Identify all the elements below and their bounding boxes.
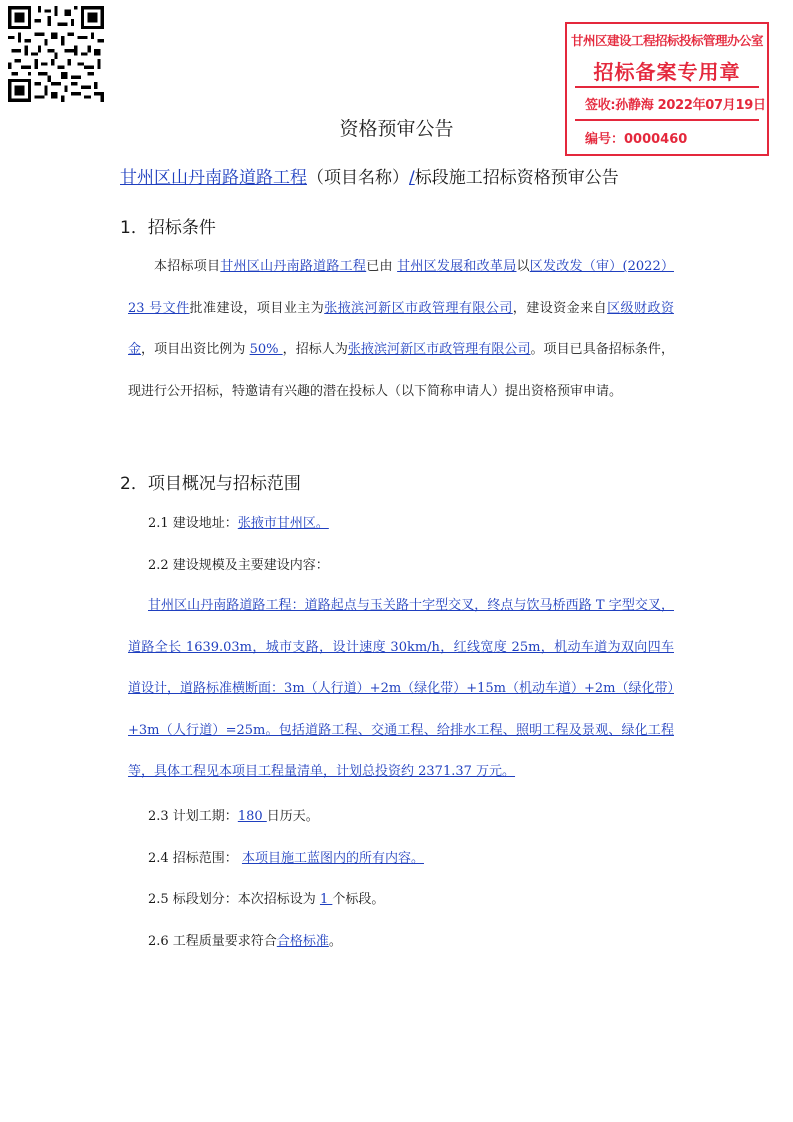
text: 已由: [366, 259, 398, 274]
notice-subtitle: [120, 163, 619, 188]
subtitle-slash: /: [409, 168, 415, 188]
text: 。: [328, 934, 342, 949]
stamp-title: 招标备案专用章: [593, 60, 741, 84]
text: 日历天。: [266, 809, 319, 824]
filled-value: 甘州区山丹南路道路工程: [220, 259, 367, 274]
filled-value: 本项目施工蓝图内的所有内容。: [241, 851, 424, 866]
subtitle-tail: 标段施工招标资格预审公告: [414, 168, 619, 188]
filled-value: 合格标准: [276, 934, 329, 949]
text: ，项目出资比例为: [141, 342, 250, 357]
filled-value: 1: [319, 892, 333, 907]
item-2-5: [148, 888, 384, 907]
stamp-number: 编号：0000460: [585, 132, 688, 147]
section-1-paragraph: [128, 246, 674, 412]
section-1-heading: 1．招标条件: [120, 218, 216, 238]
item-2-6: [148, 930, 342, 949]
item-label: 2.2 建设规模及主要建设内容：: [148, 558, 329, 573]
section-2-heading: 2．项目概况与招标范围: [120, 474, 301, 494]
text: 本招标项目: [154, 259, 221, 274]
text: 。项目已具备招标条件，现进行公开招标，特邀请有兴趣的潜在投标人（以下简称申请人）提出资格预审申请。: [128, 342, 674, 399]
project-name: 甘州区山丹南路道路工程: [120, 168, 307, 188]
filled-value: 区级财政资金: [128, 300, 674, 357]
filled-value: 区发改发（审）(2022）23 号文件: [128, 259, 674, 316]
filled-value: 张掖滨河新区市政管理有限公司: [347, 342, 531, 357]
item-label: 2.3 计划工期：: [148, 809, 238, 824]
item-label: 2.6 工程质量要求符合: [148, 934, 277, 949]
stamp-signer: 签收:孙静海 2022年07月19日: [585, 98, 766, 113]
text: ，建设资金来自: [512, 300, 608, 316]
item-label: 2.1 建设地址：: [148, 516, 238, 531]
filled-value: 180: [237, 809, 267, 824]
text: 批准建设，项目业主为: [189, 300, 325, 316]
item-2-2: [148, 554, 329, 573]
stamp-office: 甘州区建设工程招标投标管理办公室: [570, 33, 763, 48]
project-description: 甘州区山丹南路道路工程：道路起点与玉关路十字型交叉，终点与饮马桥西路 T 字型交叉，道路全长 1639.03m，城市支路，设计速度 30km/h，红线宽度 25m，机动车道为双向四车道设计，道路标准横断面：3m（人行道）+2m（绿化带）+15m（机动车道）+2m（绿化带）+3m（人行道）=25m。包括道路工程、交通工程、给排水工程、照明工程及景观、绿化工程等，具体工程见本项目工程量清单，计划总投资约 2371.37 万元。: [128, 598, 674, 779]
page-title: 资格预审公告: [339, 118, 454, 140]
item-2-4: [148, 847, 424, 866]
filled-value: 50%: [249, 342, 283, 357]
item-label: 2.5 标段划分：本次招标设为: [148, 892, 320, 907]
filled-value: 张掖滨河新区市政管理有限公司: [324, 300, 513, 316]
text: 个标段。: [332, 892, 385, 907]
item-2-1: [148, 512, 329, 531]
item-2-3: [148, 805, 319, 824]
subtitle-middle: （项目名称）: [307, 168, 409, 188]
stamp-divider: [575, 86, 759, 88]
item-label: 2.4 招标范围：: [148, 851, 242, 866]
text: 以: [516, 259, 530, 274]
filled-value: 张掖市甘州区。: [237, 516, 329, 531]
qr-code: [8, 6, 104, 102]
text: ，招标人为: [282, 342, 348, 357]
filled-value: 甘州区发展和改革局: [397, 259, 517, 274]
